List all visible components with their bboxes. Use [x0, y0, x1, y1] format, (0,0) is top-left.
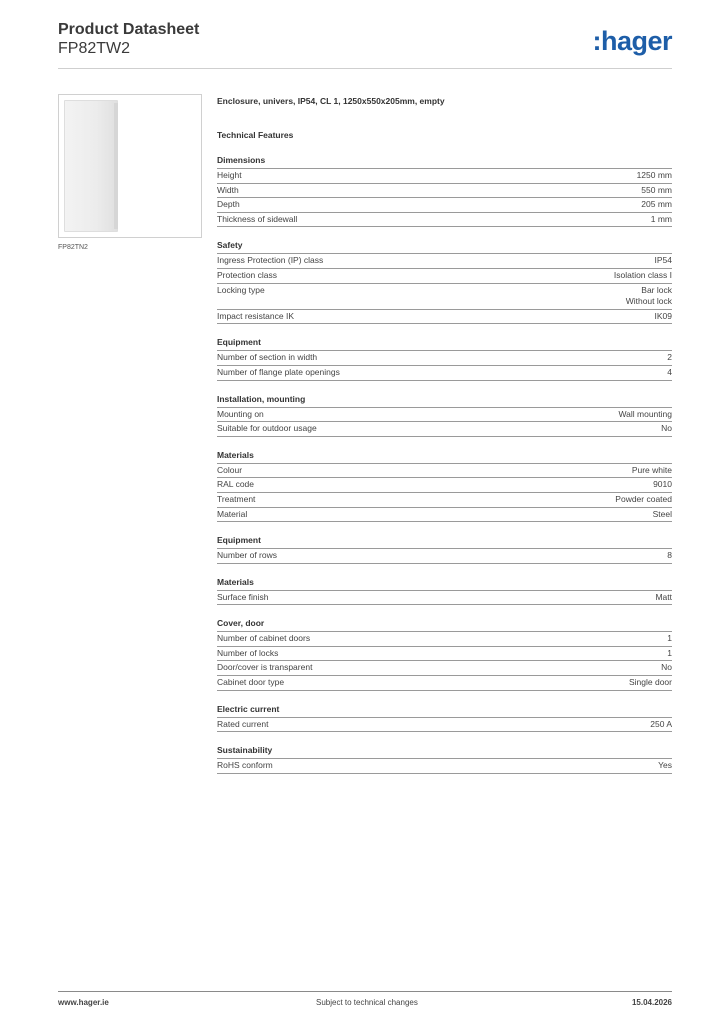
feature-sections — [217, 155, 672, 774]
feature-row — [217, 284, 672, 310]
feature-row — [217, 632, 672, 647]
feature-value — [614, 270, 672, 282]
feature-value — [667, 633, 672, 645]
section-title: Installation, mounting — [217, 394, 672, 408]
footer-notice: Subject to technical changes — [316, 998, 418, 1007]
feature-value-line: 550 mm — [641, 184, 672, 195]
feature-value-line: IP54 — [654, 255, 672, 266]
feature-value — [618, 409, 672, 421]
feature-value-line: Powder coated — [615, 493, 672, 504]
feature-value-line: Wall mounting — [618, 408, 672, 419]
feature-row — [217, 408, 672, 423]
product-code: FP82TW2 — [58, 40, 131, 57]
technical-features-heading: Technical Features — [217, 130, 294, 140]
feature-label: Height — [217, 170, 242, 180]
section-title: Equipment — [217, 535, 672, 549]
feature-label: Cabinet door type — [217, 677, 285, 688]
footer-website: www.hager.ie — [58, 998, 109, 1007]
feature-label: Number of locks — [217, 647, 279, 658]
feature-row — [217, 269, 672, 284]
feature-value — [655, 255, 673, 267]
image-caption: FP82TN2 — [58, 244, 88, 251]
feature-row — [217, 422, 672, 437]
feature-value — [667, 550, 672, 562]
feature-value — [667, 352, 672, 364]
feature-row — [217, 464, 672, 479]
feature-row — [217, 213, 672, 228]
feature-value-line: Yes — [658, 760, 672, 771]
feature-value — [661, 423, 672, 435]
feature-row — [217, 254, 672, 269]
section-title: Safety — [217, 240, 672, 254]
feature-label: Ingress Protection (IP) class — [217, 255, 324, 266]
feature-value — [653, 509, 672, 521]
feature-value-line: 8 — [667, 550, 672, 561]
feature-value-line: 250 A — [650, 718, 672, 729]
product-description: Enclosure, univers, IP54, CL 1, 1250x550x205mm, empty — [217, 96, 445, 106]
document-title: Product Datasheet — [58, 21, 200, 38]
feature-value — [667, 367, 672, 379]
feature-label: Impact resistance IK — [217, 310, 295, 321]
feature-row — [217, 759, 672, 774]
feature-row — [217, 508, 672, 523]
feature-section — [217, 394, 672, 437]
enclosure-side-illustration — [114, 103, 118, 229]
feature-value — [655, 311, 673, 323]
footer-divider — [58, 991, 672, 992]
feature-value — [655, 592, 672, 604]
feature-row — [217, 310, 672, 325]
feature-value — [626, 285, 672, 308]
feature-label: Depth — [217, 199, 240, 210]
feature-value — [667, 648, 672, 660]
feature-row — [217, 549, 672, 564]
feature-row — [217, 591, 672, 606]
feature-section — [217, 618, 672, 690]
feature-value — [641, 199, 672, 211]
feature-value-line: Without lock — [625, 296, 672, 307]
feature-row — [217, 169, 672, 184]
feature-value-line: 2 — [667, 352, 672, 363]
feature-value-line: 4 — [667, 366, 672, 377]
feature-value — [615, 494, 672, 506]
feature-value-line: 1 mm — [650, 213, 672, 224]
feature-row — [217, 351, 672, 366]
feature-section — [217, 577, 672, 606]
feature-row — [217, 198, 672, 213]
feature-value — [650, 719, 672, 731]
feature-row — [217, 718, 672, 733]
feature-label: Number of cabinet doors — [217, 633, 311, 644]
feature-section — [217, 240, 672, 324]
feature-value — [632, 465, 672, 477]
feature-section — [217, 745, 672, 774]
feature-row — [217, 478, 672, 493]
footer-date: 15.04.2026 — [631, 998, 672, 1007]
feature-value-line: 205 mm — [641, 199, 672, 210]
feature-section — [217, 704, 672, 733]
feature-section — [217, 535, 672, 564]
feature-value-line: Matt — [655, 591, 672, 602]
feature-value-line: 1 — [667, 647, 672, 658]
hager-logo: :hager — [592, 26, 672, 56]
section-title: Materials — [217, 450, 672, 464]
feature-row — [217, 184, 672, 199]
feature-section — [217, 337, 672, 380]
product-image — [58, 94, 202, 238]
feature-label: Locking type — [217, 284, 265, 295]
feature-value-line: IK09 — [654, 310, 672, 321]
feature-label: RAL code — [217, 479, 255, 490]
feature-value-line: Pure white — [631, 464, 672, 475]
section-title: Sustainability — [217, 745, 672, 759]
feature-label: Number of rows — [217, 550, 277, 561]
feature-label: Thickness of sidewall — [217, 213, 298, 224]
section-title: Cover, door — [217, 618, 672, 632]
feature-value-line: Bar lock — [641, 284, 672, 295]
feature-value-line: Steel — [652, 508, 672, 519]
section-title: Materials — [217, 577, 672, 591]
feature-row — [217, 676, 672, 691]
feature-value-line: No — [661, 423, 672, 434]
feature-value — [651, 214, 672, 226]
feature-value-line: Isolation class I — [613, 269, 672, 280]
feature-row — [217, 493, 672, 508]
feature-value — [653, 479, 672, 491]
feature-value-line: 9010 — [653, 479, 672, 490]
feature-value — [661, 662, 672, 674]
feature-label: Rated current — [217, 718, 269, 729]
datasheet-content — [217, 96, 672, 774]
section-title: Dimensions — [217, 155, 672, 169]
enclosure-illustration — [64, 100, 118, 232]
feature-row — [217, 661, 672, 676]
feature-value-line: No — [661, 662, 672, 673]
feature-value-line: Single door — [628, 677, 672, 688]
feature-value-line: 1250 mm — [636, 170, 672, 180]
feature-section — [217, 155, 672, 227]
feature-label: Material — [217, 508, 248, 519]
feature-value-line: 1 — [667, 633, 672, 644]
section-title: Electric current — [217, 704, 672, 718]
feature-row — [217, 647, 672, 662]
feature-label: Mounting on — [217, 408, 264, 419]
feature-section — [217, 450, 672, 522]
feature-label: RoHS conform — [217, 760, 273, 771]
feature-label: Colour — [217, 464, 243, 475]
feature-value — [629, 677, 672, 689]
feature-label: Number of section in width — [217, 352, 318, 363]
feature-value — [637, 170, 672, 182]
header-divider — [58, 68, 672, 69]
feature-value — [658, 760, 672, 772]
page-header — [58, 20, 672, 68]
feature-label: Surface finish — [217, 591, 269, 602]
feature-value — [641, 185, 672, 197]
feature-label: Door/cover is transparent — [217, 662, 313, 673]
feature-label: Treatment — [217, 493, 256, 504]
feature-label: Width — [217, 184, 239, 195]
feature-label: Suitable for outdoor usage — [217, 423, 317, 434]
section-title: Equipment — [217, 337, 672, 351]
feature-label: Protection class — [217, 269, 277, 280]
feature-label: Number of flange plate openings — [217, 366, 340, 377]
feature-row — [217, 366, 672, 381]
